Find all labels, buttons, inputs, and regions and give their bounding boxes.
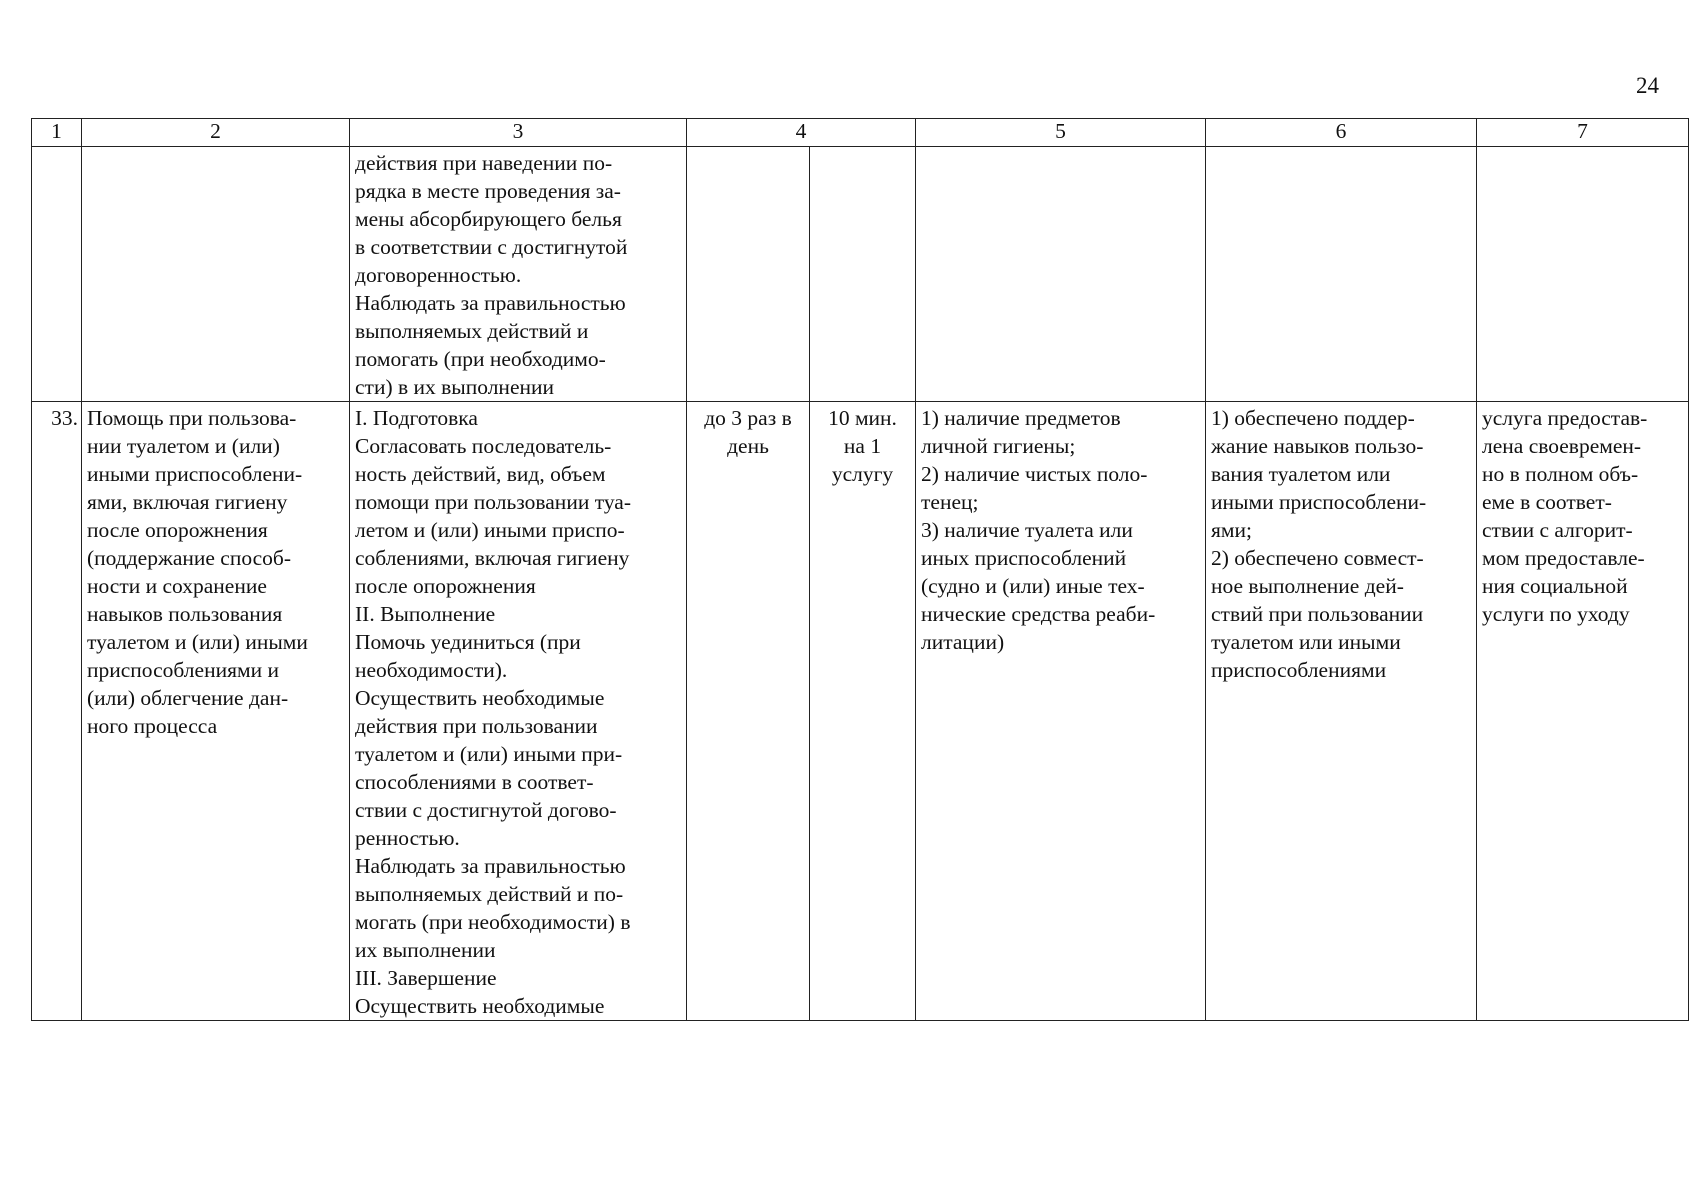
cell-evaluation [1477,147,1689,402]
header-col-1: 1 [32,119,82,147]
header-col-2: 2 [82,119,350,147]
cell-conditions [916,147,1206,402]
cell-duration [810,147,916,402]
cell-service-name: Помощь при пользова- нии туалетом и (или) иными приспособлени- ями, включая гигиену после опорожнения (поддержание способ- ности и сохранение навыков пользования туалетом и (или) иными приспособлениями и (или) облегчение дан- ного процесса [82,402,350,1021]
header-col-3: 3 [350,119,687,147]
table-row-33 [32,402,1689,1021]
header-col-7: 7 [1477,119,1689,147]
cell-results [1206,147,1477,402]
cell-frequency [687,147,810,402]
table-row-continuation [32,147,1689,402]
header-col-6: 6 [1206,119,1477,147]
header-col-4: 4 [687,119,916,147]
cell-evaluation: услуга предостав- лена своевремен- но в полном объ- еме в соответ- ствии с алгорит- мом предоставле- ния социальной услуги по уходу [1477,402,1689,1021]
cell-number [32,147,82,402]
services-table [31,118,1689,1021]
cell-duration: 10 мин. на 1 услугу [810,402,916,1021]
cell-procedure: действия при наведении по- рядка в месте проведения за- мены абсорбирующего белья в соответствии с достигнутой договоренностью. Наблюдать за правильностью выполняемых действий и помогать (при необходимо- сти) в их выполнении [350,147,687,402]
cell-procedure: I. Подготовка Согласовать последователь- ность действий, вид, объем помощи при пользовании туа- летом и (или) иными приспо- соблениями, включая гигиену после опорожнения II. Выполнение Помочь уединиться (при необходимости). Осуществить необходимые действия при пользовании туалетом и (или) иными при- способлениями в соответ- ствии с достигнутой догово- ренностью. Наблюдать за правильностью выполняемых действий и по- могать (при необходимости) в их выполнении III. Завершение Осуществить необходимые [350,402,687,1021]
cell-results: 1) обеспечено поддер- жание навыков пользо- вания туалетом или иными приспособлени- ями; 2) обеспечено совмест- ное выполнение дей- ствий при пользовании туалетом или иными приспособлениями [1206,402,1477,1021]
page-number: 24 [1636,73,1659,98]
cell-conditions: 1) наличие предметов личной гигиены; 2) наличие чистых поло- тенец; 3) наличие туалета или иных приспособлений (судно и (или) иные тех- нические средства реаби- литации) [916,402,1206,1021]
cell-number: 33. [32,402,82,1021]
cell-service-name [82,147,350,402]
column-number-header-row [32,119,1689,147]
cell-frequency: до 3 раз в день [687,402,810,1021]
header-col-5: 5 [916,119,1206,147]
